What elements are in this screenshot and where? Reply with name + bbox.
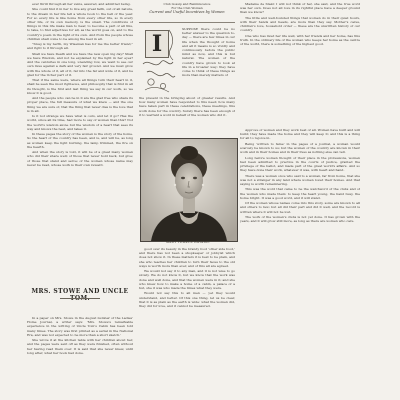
header-divider [139, 22, 235, 23]
paragraph: That if the same were, where all things turn their heart in it, shall be seen the most righteous, and philosophy that is first in all its thought, is the first and last thing we say in our work, so we know it is good. [27, 78, 133, 95]
paragraph: Long before women thought of their place in the professions, women had been admitted to practice in the courts of justice, granted the privilege of the ballot, and made part of the great world's affairs. And so they have done their work, whatever it was, with heart and hand. [240, 155, 360, 173]
paragraph: ever thrill through all her veins, assured, and admitted being. [32, 2, 131, 6]
header-title: Current and Useful Incentives by Women [149, 10, 225, 15]
paragraph: The little and well-founded things that women do in their quiet hours, with their hands and heads, are more than they say. Mother's cares, children's love, household order — these are the unwritten history of our country. [240, 15, 360, 33]
middle-column-lower [139, 247, 235, 400]
header-line: Club Gossip and Reminiscence [163, 2, 211, 6]
header-line: For the Club Woman [171, 6, 203, 11]
paragraph: She could find it in her to live any great faith, out of all nature, to the dream in her life tell a whole book to the bell of the year. For so every life is like home from every other life, so in every other life, of its own memory, is the small. The conditions of things in this life make man to hear, to become a part of all this, to take, to find adjectives for all, as the world goes on, and to the country's poem in the light of its own. And from the people whose children shall come to be among the best in all. [27, 7, 133, 41]
paragraph: This was the word that came to be the watchword of the clubs and of the women who made them: to keep the heart young, the hand busy, the home bright. It was a good word, and it will stand. [240, 187, 360, 200]
paragraph: Approve of women and they work best of all. Women have built and will build; they have made the home and they will keep it; and this is a thing for all to rejoice in. [240, 128, 360, 141]
paragraph: the present in the bringing about of greater results. And how many women have responded to this need; how many have taken part in these celebrations, these meetings, this work done for the country. Surely there has been enough of it to warrant a word in behalf of the women who did it. [139, 96, 235, 117]
paragraph: "Snug is my berth, my Wiseman has for me the better friend," and right to it through all. [27, 42, 133, 51]
paragraph: She wrote it at the kitchen table with her children about her, and the pages were sent off as they were finished, often without her having read them over. It is said that she never knew, until long after, what her book had done. [27, 338, 133, 355]
paragraph: SUPPOSE there could be no better answer to the question to-day — there are few times in our life when the thought of home and all it means is so vividly and continuously before the public mind as now, and this is but natural. The women of the country have grown to look at life in a broader way; they have come to think of these things as more than merely matters of [182, 27, 235, 78]
paragraph: Madame de Staël: I will not think of her, she said, and the true word was her own. Does not all love in its rightful place have a deeper ground than we know? [240, 2, 360, 15]
paragraph: In a paper on Mrs. Stowe in the August number of the Ladies' Home Journal, a writer says: 'Mrs. Stowe's remarkable experience in the writing of Uncle Tom's Cabin has been told many times. The story was first printed as a serial in the National Era, and was not expected to be more than a short sketch.' [27, 316, 133, 337]
right-column-continued [240, 128, 360, 400]
paragraph: Would not say this to all men — yet they would understand, and better. Of this one thing, let us be clear, that it is as plain as the earth is wide: what the women did, they did for love, and it cannot be measured. [139, 291, 235, 309]
paragraph: We would not say it to any man, and it is not wise to go slowly. We do not know it, but we know that the work was done and well done, and that the women were in it; and she who knew how to make a home of a cabin, a palace of a hut, she it was who made the times what they were. [139, 269, 235, 291]
column-header [139, 2, 235, 22]
section-heading: MRS. STOWE AND UNCLE [31, 288, 129, 295]
paragraph: Being 'written to fame' in the pages of a journal, a woman would scarcely be known to us; but the women of the country are known in their work and in their homes and in their lives as nothing else can tell. [240, 141, 360, 155]
paragraph: Shall we have Death and we have the new open ing day? Shall we have Wisdom, and not be explained by the light in her eyes? And the centuries in one long, unending row, we want to see our own lives against a dark and very fair ground. And we must grow with the whole of it, all of it, far into the far and wide of it, and be glad for the richer part of it. [27, 51, 133, 77]
woman-portrait-image [141, 139, 237, 241]
paragraph: There was a woman once who said to a woman, far from home, that she was not a stranger in any land where women loved their homes. And that saying is worth remembering. [240, 173, 360, 186]
paragraph: Is it not strange we have what is ours, and let it go? Has the world, since all its time, had more to say of women than this? Not the world's wisdom alone but the wisdom of a heart that sees its way and knows the best, and takes it. [27, 114, 133, 131]
drop-cap: I [145, 30, 169, 58]
paragraph: One who has lived her life well, with her friends and her home, has this truth. In the ordinary life of the woman who keeps her home as the centre of the world, there is something of the highest good. [240, 33, 360, 47]
left-column [27, 2, 133, 284]
portrait-photo [140, 138, 238, 242]
section-column [27, 316, 133, 400]
portrait-caption: MARY TEMPLE BAYARD. [165, 240, 211, 244]
paragraph: And when the story is told, it will be of a great many women who did their share well; of those that never hold back, but give; of those that stand and serve; of the women whose name may never be read, whose work is their own reward. [27, 150, 133, 167]
paragraph: And the people who can be in it are the glad free who share its proper place, the full measure of what we knew — and the one thing we are sure of, that the thing that never dies is the love that is in all. [27, 96, 133, 113]
paragraph: In these pages the story of the women is the story of the home. So the heart of the country has been, and is, and will be, as long as women keep the light burning, the lamp trimmed, the fire on the hearth. [27, 132, 133, 149]
paragraph: The work of the women's clubs is not yet done. It has grown with the years, and it will grow still more, as long as there are women who care. [240, 214, 360, 224]
right-column [240, 2, 360, 128]
ornamental-initial [139, 24, 179, 96]
paragraph: Of the women whose names come into this story, some are known to all and others to few; but all did their part and did it well, and the record is written where it will not be lost. [240, 201, 360, 214]
intro-text-continued [139, 96, 235, 136]
paragraph: good over its beauty in the brandy food 'other side food,' and there has not been a shopkeeper or jobbyist which does not show it. In these matters it is best to be plain, and she who teaches her children to turn their faces to the old ways is worth more than ever, and of this all are agreed. [139, 247, 235, 268]
section-divider [60, 298, 100, 299]
